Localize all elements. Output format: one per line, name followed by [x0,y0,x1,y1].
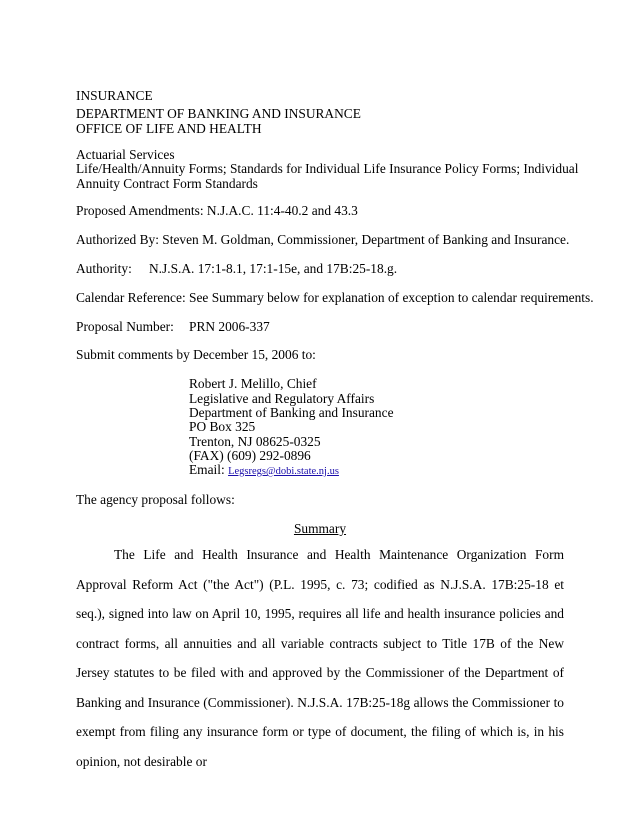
header-department: DEPARTMENT OF BANKING AND INSURANCE [76,106,361,121]
header-office: OFFICE OF LIFE AND HEALTH [76,121,262,136]
calendar-reference: Calendar Reference: See Summary below for explanation of exception to calendar requirements. [76,290,594,305]
proposal-number-value: PRN 2006-337 [189,319,270,334]
proposed-amendments: Proposed Amendments: N.J.A.C. 11:4-40.2 and 43.3 [76,203,358,218]
subject-topic-line1: Life/Health/Annuity Forms; Standards for Individual Life Insurance Policy Forms; Individual [76,161,579,176]
subject-topic-line2: Annuity Contract Form Standards [76,176,258,191]
submit-comments: Submit comments by December 15, 2006 to: [76,347,316,362]
authority-value: N.J.S.A. 17:1-8.1, 17:1-15e, and 17B:25-18.g. [149,261,398,276]
proposal-number-label: Proposal Number: [76,319,174,334]
contact-department: Department of Banking and Insurance [189,405,394,420]
authority-label: Authority: [76,261,132,276]
contact-email-label: Email: [189,462,225,477]
contact-email-row [189,463,339,478]
contact-unit: Legislative and Regulatory Affairs [189,391,375,406]
authorized-by: Authorized By: Steven M. Goldman, Commissioner, Department of Banking and Insurance. [76,232,570,247]
summary-paragraph: The Life and Health Insurance and Health Maintenance Organization Form Approval Reform Act ("the Act") (P.L. 1995, c. 73; codified as N.J.S.A. 17B:25-18 et seq.), signed into law on April 10, 1995, requires all life and health insurance policies and contract forms, all annuities and all variable contracts subject to Title 17B of the New Jersey statutes to be filed with and approved by the Commissioner of the Department of Banking and Insurance (Commissioner). N.J.S.A. 17B:25-18g allows the Commissioner to exempt from filing any insurance form or type of document, the filing of which is, in his opinion, not desirable or [76,547,564,769]
agency-proposal-follows: The agency proposal follows: [76,492,235,507]
contact-fax: (FAX) (609) 292-0896 [189,448,311,463]
contact-email-link[interactable]: Legsregs@dobi.state.nj.us [228,466,339,477]
subject-division: Actuarial Services [76,147,175,162]
summary-heading-row [0,522,640,535]
contact-po-box: PO Box 325 [189,419,256,434]
header-category: INSURANCE [76,88,153,103]
summary-heading: Summary [293,521,347,536]
contact-name: Robert J. Melillo, Chief [189,376,317,391]
contact-city: Trenton, NJ 08625-0325 [189,434,321,449]
